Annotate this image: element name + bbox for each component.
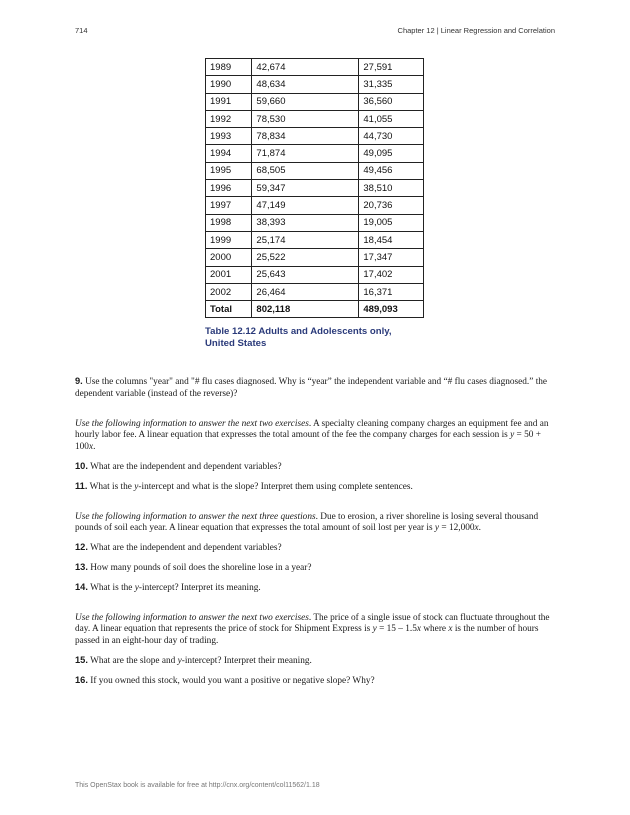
table-cell: 1992	[206, 110, 252, 127]
exercise-intro: Use the following information to answer the next three questions. Due to erosion, a river shoreline is losing several thousand pounds of soil each year. A linear equation that expresses the total amount of soil lost per year is y = 12,000x.	[75, 511, 539, 534]
table-row	[206, 231, 424, 248]
table-cell: 2000	[206, 249, 252, 266]
table-cell: 78,834	[252, 128, 359, 145]
exercise-number: 13.	[75, 561, 88, 572]
table-cell: 1994	[206, 145, 252, 162]
table-cell: 68,505	[252, 162, 359, 179]
table-caption: Table 12.12 Adults and Adolescents only, United States	[205, 326, 392, 349]
table-cell: 71,874	[252, 145, 359, 162]
exercise-number: 11.	[75, 480, 88, 491]
footer-note: This OpenStax book is available for free at http://cnx.org/content/col11562/1.18	[75, 782, 320, 789]
table-cell: 1995	[206, 162, 252, 179]
table-cell: 27,591	[359, 59, 424, 76]
exercises-section	[75, 376, 558, 695]
flu-cases-table	[205, 58, 424, 318]
exercise-text: How many pounds of soil does the shoreline lose in a year?	[90, 562, 312, 573]
table-cell: 25,522	[252, 249, 359, 266]
table-cell: 1996	[206, 180, 252, 197]
table-cell: 19,005	[359, 214, 424, 231]
table-cell: 26,464	[252, 283, 359, 300]
table-row	[206, 59, 424, 76]
table-row	[206, 197, 424, 214]
table-cell: 1998	[206, 214, 252, 231]
table-cell: 1989	[206, 59, 252, 76]
exercise-number: 15.	[75, 654, 88, 665]
table-cell: 1999	[206, 231, 252, 248]
exercise-number: 14.	[75, 581, 88, 592]
exercise-text: If you owned this stock, would you want a positive or negative slope? Why?	[90, 675, 375, 686]
table-cell: 17,347	[359, 249, 424, 266]
exercise-9	[75, 376, 558, 401]
table-cell: 44,730	[359, 128, 424, 145]
table-cell: 38,393	[252, 214, 359, 231]
table-cell: 489,093	[359, 301, 424, 318]
table-cell: 17,402	[359, 266, 424, 283]
exercise-number: 12.	[75, 542, 88, 553]
table-cell: 41,055	[359, 110, 424, 127]
exercise-15: 15. What are the slope and y-intercept? Interpret their meaning.	[75, 654, 312, 666]
table-cell: 49,456	[359, 162, 424, 179]
table-row	[206, 128, 424, 145]
exercise-text: What are the independent and dependent variables?	[90, 543, 282, 554]
table-cell: 42,674	[252, 59, 359, 76]
table-cell: 16,371	[359, 283, 424, 300]
data-table-container	[205, 58, 424, 349]
table-row	[206, 180, 424, 197]
table-row	[206, 145, 424, 162]
exercise-text: Use the columns "year" and "# flu cases diagnosed. Why is “year” the independent variable and “# flu cases diagnosed.” the dependent variable (instead of the reverse)?	[75, 377, 548, 399]
table-row	[206, 110, 424, 127]
table-cell: 31,335	[359, 76, 424, 93]
table-cell: Total	[206, 301, 252, 318]
exercise-number: 16.	[75, 674, 88, 685]
table-row	[206, 266, 424, 283]
table-cell: 1990	[206, 76, 252, 93]
table-cell: 59,347	[252, 180, 359, 197]
table-cell: 38,510	[359, 180, 424, 197]
table-row	[206, 283, 424, 300]
table-cell: 1991	[206, 93, 252, 110]
exercise-intro: Use the following information to answer the next two exercises. A specialty cleaning company charges an equipment fee and an hourly labor fee. A linear equation that expresses the total amount of the fee the company charges for each session is y = 50 + 100x.	[75, 418, 549, 453]
table-total-row	[206, 301, 424, 318]
table-cell: 48,634	[252, 76, 359, 93]
exercise-16	[75, 675, 558, 688]
table-row	[206, 76, 424, 93]
table-cell: 2001	[206, 266, 252, 283]
exercise-intro: Use the following information to answer the next two exercises. The price of a single issue of stock can fluctuate throughout the day. A linear equation that represents the price of stock for Shipment Express is y = 15 – 1.5x where x is the number of hours passed in an eight-hour day of trading.	[75, 612, 550, 647]
exercise-12	[75, 542, 558, 555]
exercise-14: 14. What is the y-intercept? Interpret its meaning.	[75, 581, 261, 593]
table-cell: 18,454	[359, 231, 424, 248]
table-cell: 25,643	[252, 266, 359, 283]
table-cell: 25,174	[252, 231, 359, 248]
exercise-13	[75, 562, 558, 575]
table-cell: 47,149	[252, 197, 359, 214]
chapter-title: Chapter 12 | Linear Regression and Correlation	[397, 26, 555, 35]
exercise-text: What are the independent and dependent variables?	[90, 461, 282, 472]
table-cell: 49,095	[359, 145, 424, 162]
table-cell: 20,736	[359, 197, 424, 214]
table-cell: 1993	[206, 128, 252, 145]
exercise-10	[75, 461, 558, 474]
table-cell: 59,660	[252, 93, 359, 110]
table-cell: 78,530	[252, 110, 359, 127]
table-row	[206, 214, 424, 231]
table-row	[206, 93, 424, 110]
table-cell: 1997	[206, 197, 252, 214]
exercise-number: 10.	[75, 460, 88, 471]
page-number: 714	[75, 26, 88, 35]
table-row	[206, 249, 424, 266]
exercise-number: 9.	[75, 376, 83, 386]
table-cell: 802,118	[252, 301, 359, 318]
table-cell: 2002	[206, 283, 252, 300]
exercise-11: 11. What is the y-intercept and what is the slope? Interpret them using complete sentences.	[75, 480, 413, 492]
table-row	[206, 162, 424, 179]
table-cell: 36,560	[359, 93, 424, 110]
